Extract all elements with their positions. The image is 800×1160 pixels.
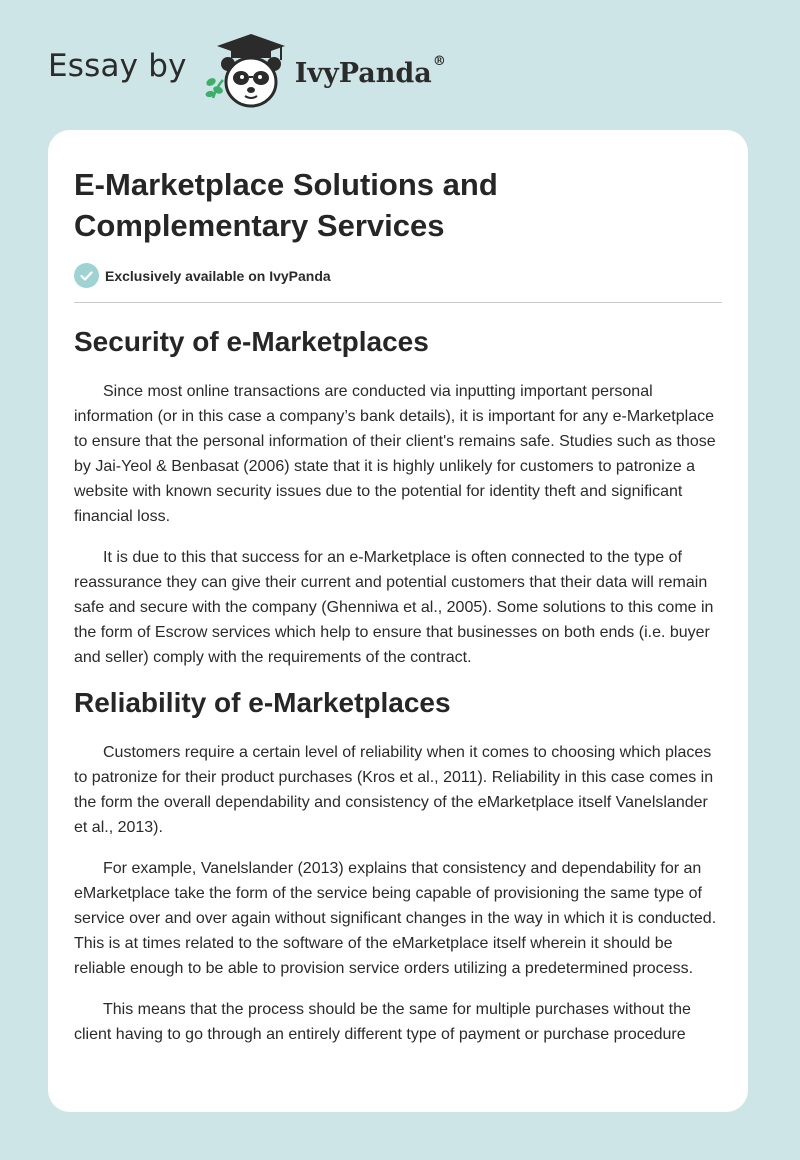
site-header <box>48 30 446 110</box>
paragraph: Customers require a certain level of reliability when it comes to choosing which places to patronize for their product purchases (Kros et al., 2011). Reliability in this case comes in the form the overall dependability and consistency of the eMarketplace itself Vanelslander et al., 2013). <box>74 744 714 836</box>
article-title: E-Marketplace Solutions and Complementary Services <box>74 167 498 243</box>
brand-name[interactable] <box>294 53 446 89</box>
section-heading-security: Security of e-Marketplaces <box>74 326 429 357</box>
exclusive-badge-text: Exclusively available on IvyPanda <box>105 267 331 284</box>
ivypanda-mascot-icon[interactable] <box>201 30 293 110</box>
brand-name-text: IvyPanda <box>294 57 432 89</box>
paragraph: For example, Vanelslander (2013) explains that consistency and dependability for an eMarketplace take the form of the service being capable of provisioning the same type of service over and over again without significant changes in the way in which it is conducted. This is at times related to the software of the eMarketplace itself wherein it should be reliable enough to be able to provision service orders utilizing a predetermined process. <box>74 860 717 977</box>
registered-mark: ® <box>432 53 446 69</box>
exclusive-badge <box>74 263 722 288</box>
title-divider <box>74 302 722 303</box>
paragraph: Since most online transactions are conducted via inputting important personal information (or in this case a company’s bank details), it is important for any e-Marketplace to ensure that the personal information of their client's remains safe. Studies such as those by Jai-Yeol & Benbasat (2006) state that it is highly unlikely for customers to patronize a website with known security issues due to the potential for identity theft and significant financial loss. <box>74 383 716 525</box>
article-card <box>48 130 748 1112</box>
paragraph: It is due to this that success for an e-Marketplace is often connected to the type of reassurance they can give their current and potential customers that their data will remain safe and secure with the company (Ghenniwa et al., 2005). Some solutions to this come in the form of Escrow services which help to ensure that businesses on both ends (i.e. buyer and seller) comply with the requirements of the contract. <box>74 549 714 666</box>
essay-by-label: Essay by <box>48 48 187 84</box>
section-heading-reliability: Reliability of e-Marketplaces <box>74 687 451 718</box>
check-icon <box>74 263 99 288</box>
paragraph: This means that the process should be the same for multiple purchases without the client having to go through an entirely different type of payment or purchase procedure <box>74 1001 691 1043</box>
